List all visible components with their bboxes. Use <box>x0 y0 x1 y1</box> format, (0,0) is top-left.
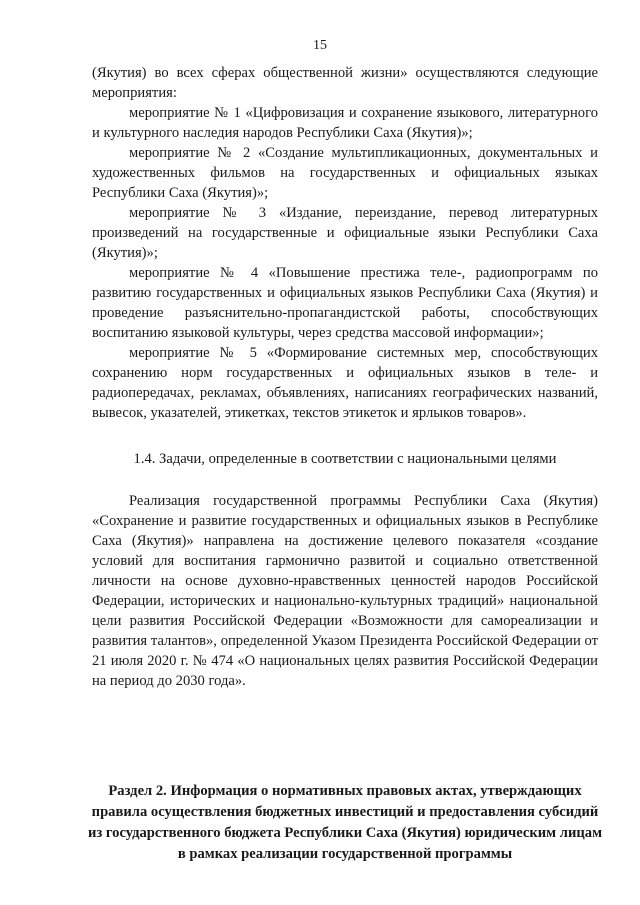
goal-text: Реализация государственной программы Республики Саха (Якутия) «Сохранение и развитие государственных и официальных языков в Республике Саха (Якутия)» направлена на достижение целевого показателя «создание условий для воспитания гармонично развитой и социально ответственной личности на основе духовно-нравственных ценностей народов Российской Федерации, исторических и национально-культурных традиций» национальной цели развития Российской Федерации «Возможности для самореализации и развития талантов», определенной Указом Президента Российской Федерации от 21 июля 2020 г. № 474 «О национальных целях развития Российской Федерации на период до 2030 года». <box>92 493 598 689</box>
page-number: 15 <box>313 38 327 53</box>
intro-text: (Якутия) во всех сферах общественной жизни» осуществляются следующие мероприятия: <box>92 65 598 101</box>
goal-paragraph <box>92 491 598 691</box>
measure-item-4: мероприятие № 4 «Повышение престижа теле-, радиопрограмм по развитию государственных и официальных языков Республики Саха (Якутия) и проведение разъяснительно-пропагандистской работы, способствующих воспитанию языковой культуры, через средства массовой информации»; <box>92 265 598 341</box>
section-title: Раздел 2. Информация о нормативных правовых актах, утверждающих правила осуществления бюджетных инвестиций и предоставления субсидий из государственного бюджета Республики Саха (Якутия) юридическим лицам в рамках реализации государственной программы <box>87 783 603 862</box>
measure-item-2: мероприятие № 2 «Создание мультипликационных, документальных и художественных фильмов на государственных и официальных языках Республики Саха (Якутия)»; <box>92 145 598 201</box>
measure-item-1: мероприятие № 1 «Цифровизация и сохранение языкового, литературного и культурного наследия народов Республики Саха (Якутия)»; <box>92 105 598 141</box>
measure-item-3: мероприятие № 3 «Издание, переиздание, перевод литературных произведений на государственные и официальные языки Республики Саха (Якутия)»; <box>92 205 598 261</box>
measure-item-5: мероприятие № 5 «Формирование системных мер, способствующих сохранению норм государственных и официальных языков в теле- и радиопередачах, рекламах, объявлениях, написаниях географических названий, вывесок, указателей, этикетках, текстов этикеток и ярлыков товаров». <box>92 345 598 421</box>
measures-list <box>92 103 598 423</box>
intro-paragraph <box>92 63 598 103</box>
subsection-heading: 1.4. Задачи, определенные в соответствии с национальными целями <box>133 451 557 467</box>
